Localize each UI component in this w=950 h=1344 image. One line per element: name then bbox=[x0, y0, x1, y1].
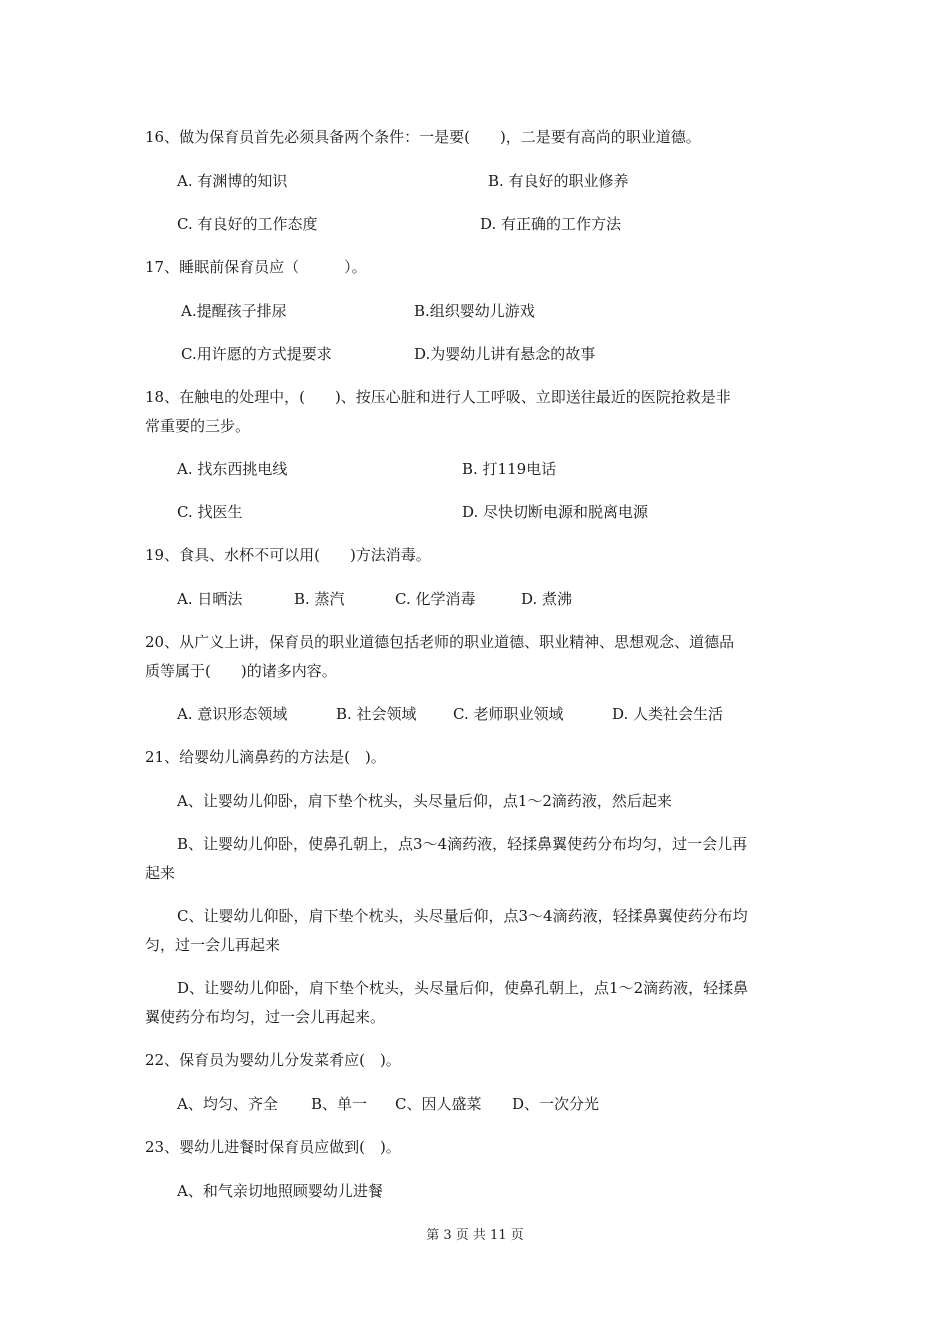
question-19-option-a: A. 日晒法 bbox=[177, 590, 243, 608]
question-17-stem: 17、睡眠前保育员应（ ）。 bbox=[145, 258, 367, 276]
question-22-stem: 22、保育员为婴幼儿分发菜肴应( )。 bbox=[145, 1051, 401, 1069]
question-16-option-d: D. 有正确的工作方法 bbox=[480, 215, 622, 233]
question-19-option-b: B. 蒸汽 bbox=[294, 590, 345, 608]
question-20-option-c: C. 老师职业领域 bbox=[453, 705, 564, 723]
question-21-option-d-line1: D、让婴幼儿仰卧，肩下垫个枕头，头尽量后仰，使鼻孔朝上，点1～2滴药液，轻揉鼻 bbox=[177, 979, 749, 997]
question-17-option-a: A.提醒孩子排尿 bbox=[181, 302, 287, 320]
question-16-option-c: C. 有良好的工作态度 bbox=[177, 215, 318, 233]
question-16-stem: 16、做为保育员首先必须具备两个条件：一是要( )，二是要有高尚的职业道德。 bbox=[145, 128, 701, 146]
question-19-option-d: D. 煮沸 bbox=[521, 590, 573, 608]
question-21-option-d-line2: 翼使药分布均匀，过一会儿再起来。 bbox=[145, 1008, 386, 1026]
question-17-option-b: B.组织婴幼儿游戏 bbox=[414, 302, 535, 320]
question-18-stem-line2: 常重要的三步。 bbox=[145, 417, 251, 435]
question-19-stem: 19、食具、水杯不可以用( )方法消毒。 bbox=[145, 546, 431, 564]
question-18-option-d: D. 尽快切断电源和脱离电源 bbox=[462, 503, 649, 521]
question-18-option-a: A. 找东西挑电线 bbox=[177, 460, 288, 478]
question-18-option-c: C. 找医生 bbox=[177, 503, 243, 521]
question-21-option-b-line1: B、让婴幼儿仰卧，使鼻孔朝上，点3～4滴药液，轻揉鼻翼使药分布均匀，过一会儿再 bbox=[177, 835, 748, 853]
question-22-option-c: C、因人盛菜 bbox=[395, 1095, 482, 1113]
question-21-option-a: A、让婴幼儿仰卧，肩下垫个枕头，头尽量后仰，点1～2滴药液，然后起来 bbox=[177, 792, 672, 810]
page-number-footer: 第 3 页 共 11 页 bbox=[426, 1228, 524, 1243]
question-23-stem: 23、婴幼儿进餐时保育员应做到( )。 bbox=[145, 1138, 401, 1156]
question-18-stem-line1: 18、在触电的处理中，( )、按压心脏和进行人工呼吸、立即送往最近的医院抢救是非 bbox=[145, 388, 731, 406]
question-20-option-a: A. 意识形态领域 bbox=[177, 705, 288, 723]
question-18-option-b: B. 打119电话 bbox=[462, 460, 557, 478]
question-17-option-d: D.为婴幼儿讲有悬念的故事 bbox=[414, 345, 596, 363]
question-22-option-a: A、均匀、齐全 bbox=[177, 1095, 278, 1113]
question-22-option-b: B、单一 bbox=[311, 1095, 368, 1113]
question-16-option-b: B. 有良好的职业修养 bbox=[488, 172, 629, 190]
question-19-option-c: C. 化学消毒 bbox=[395, 590, 476, 608]
question-21-option-b-line2: 起来 bbox=[145, 864, 176, 882]
question-21-option-c-line1: C、让婴幼儿仰卧，肩下垫个枕头，头尽量后仰，点3～4滴药液，轻揉鼻翼使药分布均 bbox=[177, 907, 748, 925]
question-17-option-c: C.用许愿的方式提要求 bbox=[181, 345, 332, 363]
question-20-stem-line1: 20、从广义上讲，保育员的职业道德包括老师的职业道德、职业精神、思想观念、道德品 bbox=[145, 633, 735, 651]
question-20-option-b: B. 社会领域 bbox=[336, 705, 417, 723]
question-23-option-a: A、和气亲切地照顾婴幼儿进餐 bbox=[177, 1182, 383, 1200]
question-22-option-d: D、一次分光 bbox=[512, 1095, 600, 1113]
question-20-stem-line2: 质等属于( )的诸多内容。 bbox=[145, 662, 337, 680]
question-21-option-c-line2: 匀，过一会儿再起来 bbox=[145, 936, 281, 954]
question-20-option-d: D. 人类社会生活 bbox=[612, 705, 724, 723]
question-21-stem: 21、给婴幼儿滴鼻药的方法是( )。 bbox=[145, 748, 386, 766]
question-16-option-a: A. 有渊博的知识 bbox=[177, 172, 288, 190]
